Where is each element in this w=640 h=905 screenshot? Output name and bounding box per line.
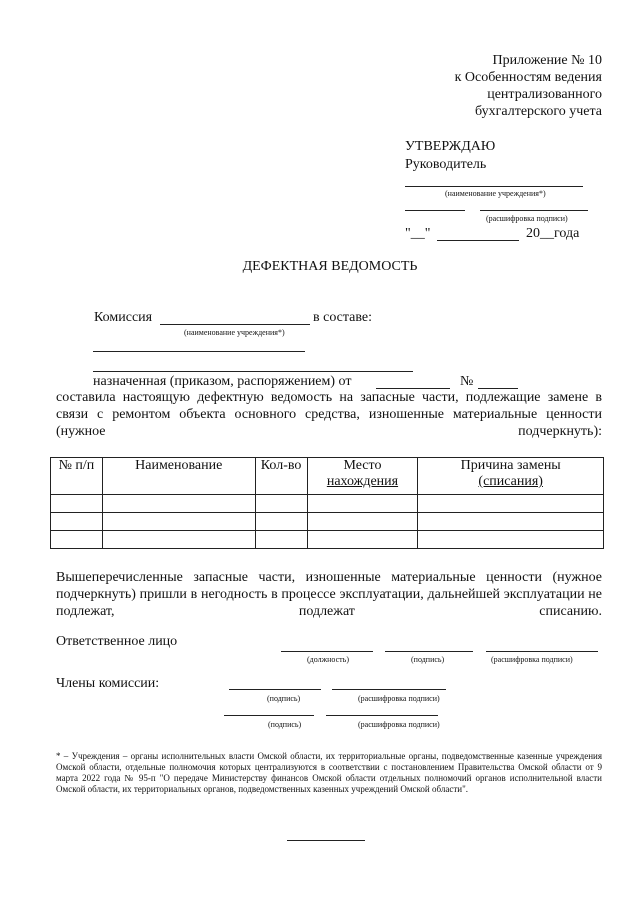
member-decoding-caption: (расшифровка подписи) bbox=[358, 694, 440, 703]
member-decoding-caption: (расшифровка подписи) bbox=[358, 720, 440, 729]
commission-institution-line bbox=[160, 324, 310, 325]
table-cell[interactable] bbox=[102, 531, 255, 549]
table-cell[interactable] bbox=[418, 531, 604, 549]
table-cell[interactable] bbox=[255, 531, 307, 549]
approval-block bbox=[405, 138, 495, 174]
defects-table bbox=[50, 457, 604, 549]
table-cell[interactable] bbox=[307, 495, 418, 513]
commission-suffix: в составе: bbox=[313, 310, 373, 325]
institution-caption: (наименование учреждения*) bbox=[445, 189, 546, 198]
table-cell[interactable] bbox=[307, 531, 418, 549]
document-title: ДЕФЕКТНАЯ ВЕДОМОСТЬ bbox=[242, 259, 418, 274]
approval-date-day: "__" bbox=[405, 226, 431, 241]
header-number: № п/п bbox=[51, 458, 103, 495]
appendix-line: централизованного bbox=[487, 87, 602, 102]
decoding-caption: (расшифровка подписи) bbox=[486, 214, 568, 223]
institution-line bbox=[405, 186, 583, 187]
table-cell[interactable] bbox=[51, 531, 103, 549]
member-signature-line bbox=[224, 715, 314, 716]
table-cell[interactable] bbox=[51, 495, 103, 513]
responsible-position-caption: (должность) bbox=[307, 655, 349, 664]
header-location-line2: нахождения bbox=[326, 474, 399, 489]
member-signature-caption: (подпись) bbox=[268, 720, 302, 729]
conclusion-text: Вышеперечисленные запасные части, изношенные материальные ценности (нужное подчеркнуть) пришли в негодность в процессе эксплуатации, дальнейшей эксплуатации не подлежат, подлежат списанию. bbox=[56, 570, 602, 619]
header-location bbox=[307, 458, 418, 495]
approval-date-month-line bbox=[437, 240, 519, 241]
table-cell[interactable] bbox=[418, 513, 604, 531]
table-row bbox=[51, 495, 604, 513]
commission-body-text: составила настоящую дефектную ведомость на запасные части, подлежащие замене в связи с ремонтом объекта основного средства, изношенные материальные ценности (нужное подчеркнуть): bbox=[56, 390, 602, 439]
appendix-block bbox=[455, 52, 602, 120]
approval-title: УТВЕРЖДАЮ bbox=[405, 139, 496, 154]
responsible-signature-caption: (подпись) bbox=[411, 655, 445, 664]
header-reason-line1: Причина замены bbox=[460, 458, 561, 473]
table-cell[interactable] bbox=[307, 513, 418, 531]
table-row bbox=[51, 531, 604, 549]
responsible-label: Ответственное лицо bbox=[56, 634, 178, 649]
approval-date-year: 20__года bbox=[526, 226, 580, 241]
commission-label: Комиссия bbox=[94, 310, 153, 325]
responsible-decoding-caption: (расшифровка подписи) bbox=[491, 655, 573, 664]
signature-line bbox=[405, 210, 465, 211]
member-line bbox=[93, 371, 413, 372]
table-cell[interactable] bbox=[255, 513, 307, 531]
table-cell[interactable] bbox=[418, 495, 604, 513]
header-location-line1: Место bbox=[343, 458, 382, 473]
decoding-line bbox=[480, 210, 588, 211]
footnote: * – Учреждения – органы исполнительных власти Омской области, их территориальные органы, подведомственные казенные учреждения Омской области, отдельные полномочия которых централизуются в соответствии с постановлением Правительства Омской области от 9 марта 2022 года № 95-п "О передаче Министерству финансов Омской области отдельных полномочий органов исполнительной власти Омской области, их территориальных органов, подведомственных казенных учреждений Омской области". bbox=[56, 751, 602, 794]
members-label: Члены комиссии: bbox=[56, 676, 160, 691]
table-cell[interactable] bbox=[51, 513, 103, 531]
appendix-line: Приложение № 10 bbox=[492, 53, 602, 68]
table-cell[interactable] bbox=[102, 495, 255, 513]
approval-role: Руководитель bbox=[405, 157, 487, 172]
appointed-number-sign: № bbox=[460, 374, 474, 389]
responsible-position-line bbox=[281, 651, 373, 652]
responsible-signature-line bbox=[385, 651, 473, 652]
responsible-decoding-line bbox=[486, 651, 598, 652]
end-separator bbox=[287, 840, 365, 841]
commission-institution-caption: (наименование учреждения*) bbox=[184, 328, 285, 337]
table-cell[interactable] bbox=[255, 495, 307, 513]
appointed-text: назначенная (приказом, распоряжением) от bbox=[93, 374, 352, 389]
member-decoding-line bbox=[326, 715, 438, 716]
member-signature-line bbox=[229, 689, 321, 690]
member-line bbox=[93, 351, 305, 352]
appendix-line: бухгалтерского учета bbox=[475, 104, 602, 119]
table-cell[interactable] bbox=[102, 513, 255, 531]
header-reason bbox=[418, 458, 604, 495]
header-name: Наименование bbox=[102, 458, 255, 495]
table-row bbox=[51, 513, 604, 531]
header-quantity: Кол-во bbox=[255, 458, 307, 495]
table-header-row bbox=[51, 458, 604, 495]
header-reason-line2: (списания) bbox=[478, 474, 543, 489]
member-decoding-line bbox=[332, 689, 446, 690]
appendix-line: к Особенностям ведения bbox=[454, 70, 602, 85]
member-signature-caption: (подпись) bbox=[267, 694, 301, 703]
